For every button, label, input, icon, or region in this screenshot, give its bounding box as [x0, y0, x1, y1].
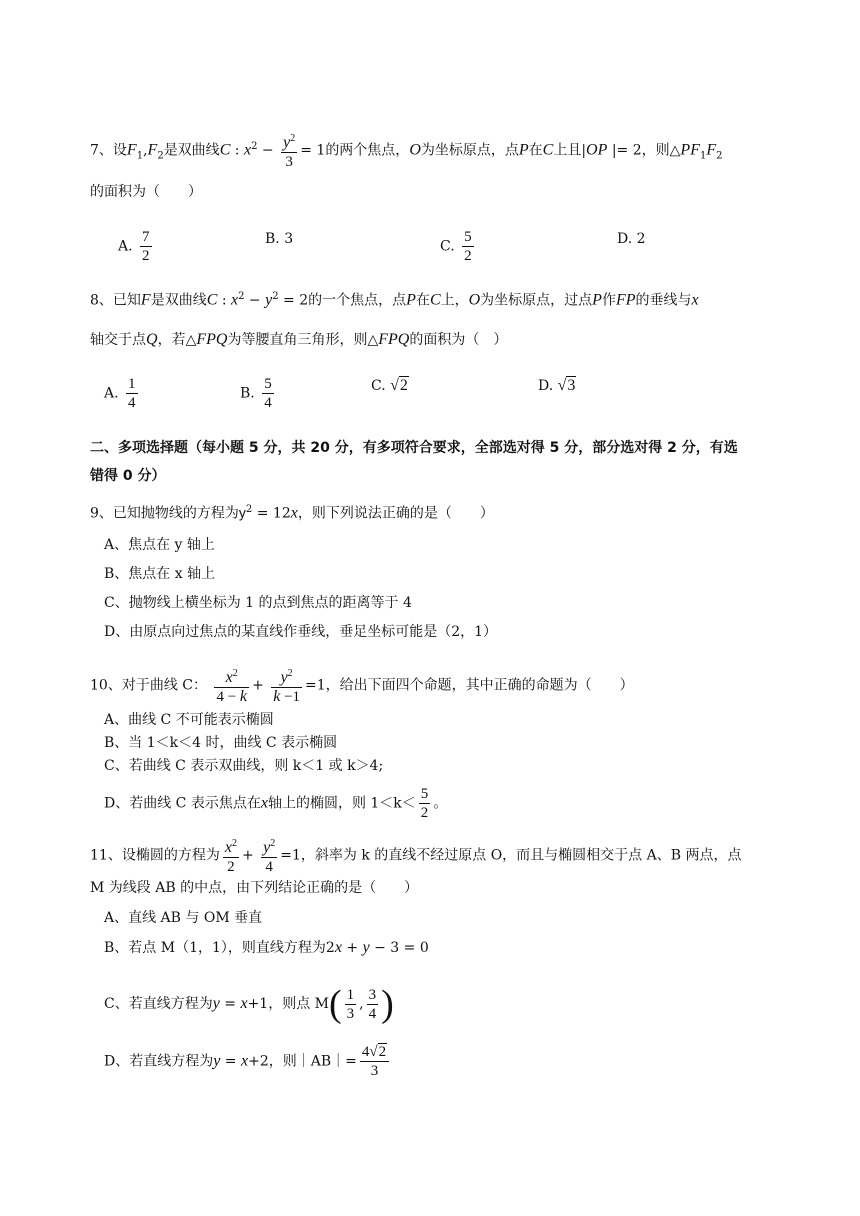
- q8-option-d: D. √3: [538, 377, 576, 394]
- fraction: $\frac{5}{2}$: [420, 786, 429, 821]
- fraction: $\frac{1}{3}$: [346, 986, 355, 1022]
- q9-option-c: C、抛物线上横坐标为 1 的点到焦点的距离等于 4: [104, 595, 412, 611]
- q10-option-d: D、若曲线 C 表示焦点在x轴上的椭圆，则 1＜k＜ $\frac{5}{2}$ 。: [104, 786, 448, 821]
- q10-option-a: A、曲线 C 不可能表示椭圆: [104, 712, 274, 728]
- fraction: $\frac{5}{4}$: [264, 376, 272, 411]
- q7-option-d: D. 2: [617, 231, 646, 247]
- q8-option-c: C. √2: [371, 377, 408, 394]
- fraction: $\frac{x^2}{2}$: [223, 835, 239, 876]
- q10-option-b: B、当 1＜k＜4 时，曲线 C 表示椭圆: [104, 735, 338, 751]
- q11-stem: 11、设椭圆的方程为 $\frac{x^2}{2}$ + $\frac{y^2}{4}$ =1，斜率为 k 的直线不经过原点 O，而且与椭圆相交于点 A、B 两点，点: [90, 835, 741, 876]
- q8-option-a: A. $\frac{1}{4}$: [104, 376, 136, 411]
- fraction: $\frac{y^2}{k -1}$: [271, 665, 302, 706]
- q11-option-a: A、直线 AB 与 OM 垂直: [104, 910, 263, 926]
- section-heading-line2: 错得 0 分）: [90, 468, 166, 484]
- fraction: $\frac{4√2}{3}$: [360, 1043, 389, 1080]
- q9-stem: 9、已知抛物线的方程为$y^2 = 12x$，则下列说法正确的是（ ）: [90, 504, 494, 522]
- q7-option-c: C. $\frac{5}{2}$: [440, 229, 472, 264]
- q11-option-b: B、若点 M（1，1），则直线方程为2x + y − 3 = 0: [104, 939, 429, 956]
- q9-option-a: A、焦点在 y 轴上: [104, 537, 215, 553]
- q11-stem-line2: M 为线段 AB 的中点，由下列结论正确的是（ ）: [90, 880, 419, 896]
- square-root: √3: [557, 377, 576, 394]
- q9-option-d: D、由原点向过焦点的某直线作垂线，垂足坐标可能是（2，1）: [104, 624, 498, 640]
- q7-stem: 7、设$F_1,F_2$是双曲线C : $x^2$ − $\frac{y^2}{3}$ = 1的两个焦点，O为坐标原点，点P在C上且|OP |= 2，则$\triangle PF_1F_2$: [90, 130, 723, 171]
- q10-option-c: C、若曲线 C 表示双曲线，则 k＜1 或 k＞4;: [104, 758, 384, 774]
- fraction: $\frac{y^2}{4}$: [261, 835, 277, 876]
- fraction: $\frac{3}{4}$: [368, 986, 377, 1022]
- q11-option-d: D、若直线方程为y = x+2，则｜AB｜= $\frac{4√2}{3}$: [104, 1043, 392, 1080]
- fraction: $\frac{y^2}{3}$: [281, 130, 297, 171]
- q8-stem-line2: 轴交于点Q，若△FPQ为等腰直角三角形，则△FPQ的面积为（ ）: [90, 331, 508, 348]
- q7-stem-line2: 的面积为（ ）: [90, 184, 202, 200]
- fraction: $\frac{7}{2}$: [142, 229, 150, 264]
- q8-option-b: B. $\frac{5}{4}$: [240, 376, 272, 411]
- fraction: $\frac{1}{4}$: [128, 376, 136, 411]
- q7-option-b: B. 3: [265, 231, 294, 247]
- q7-option-a: A. $\frac{7}{2}$: [118, 229, 150, 264]
- q11-option-c: C、若直线方程为y = x+1，则点 M( $\frac{1}{3}$ , $\frac{3}{4}$ ): [104, 983, 394, 1025]
- fraction: $\frac{5}{2}$: [464, 229, 472, 264]
- fraction: $\frac{x^2}{4 - k}$: [214, 665, 249, 706]
- section-heading: 二、多项选择题（每小题 5 分，共 20 分，有多项符合要求，全部选对得 5 分，部分选对得 2 分，有选: [90, 440, 738, 456]
- q9-option-b: B、焦点在 x 轴上: [104, 566, 216, 582]
- square-root: √2: [390, 377, 408, 394]
- q8-stem: 8、已知F是双曲线C : $x^2 - y^2 = 2$的一个焦点，点P在C上，O为坐标原点，过点P作FP的垂线与x: [90, 291, 699, 309]
- q10-stem: 10、对于曲线 C： $\frac{x^2}{4 - k}$ + $\frac{y^2}{k -1}$ =1，给出下面四个命题，其中正确的命题为（ ）: [90, 665, 634, 706]
